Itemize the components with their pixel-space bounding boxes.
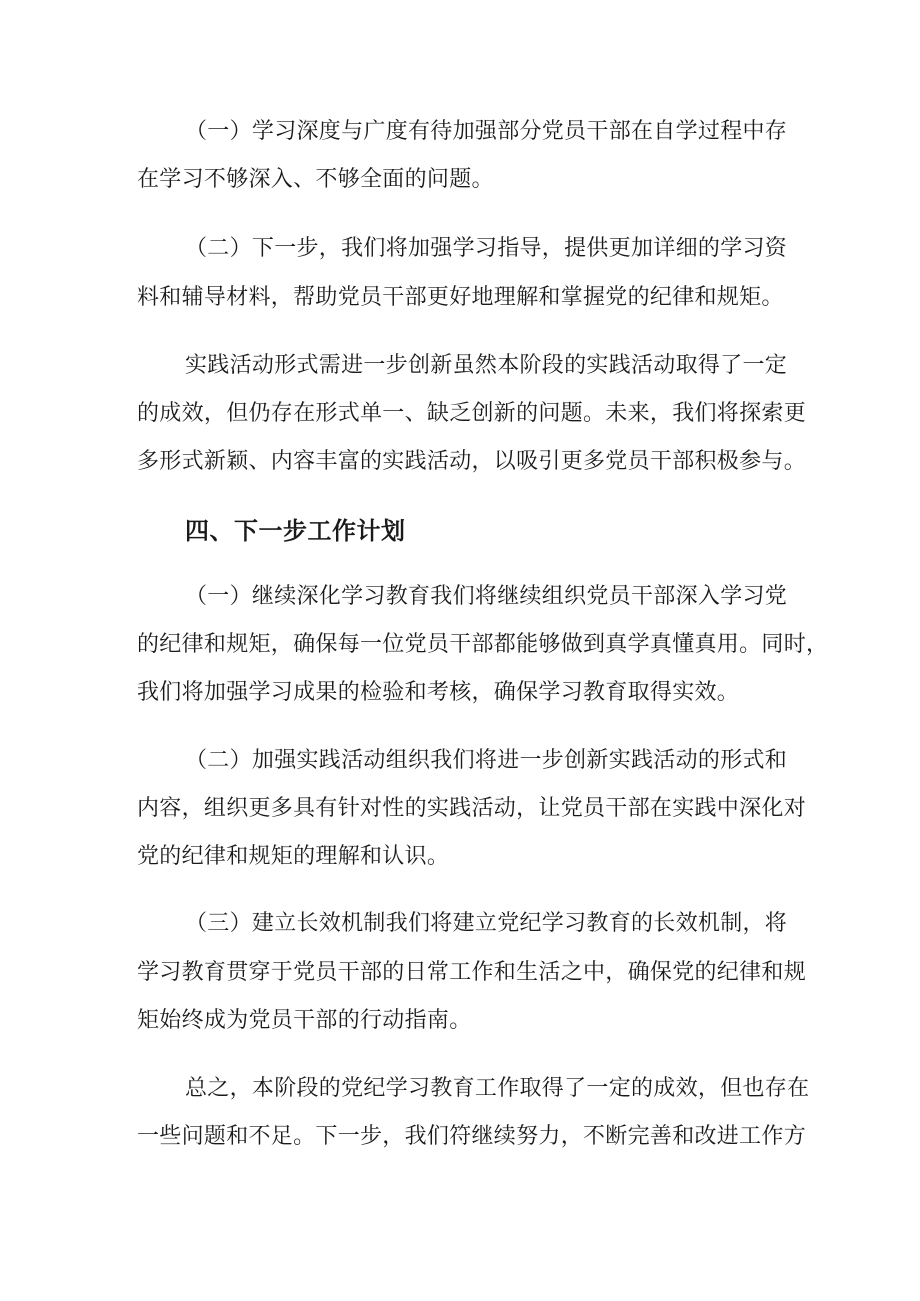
paragraph-4-line-1: （一）继续深化学习教育我们将继续组织党员干部深入学习党 [185,584,788,609]
section-heading: 四、下一步工作计划 [185,517,406,545]
paragraph-7-line-1: 总之，本阶段的党纪学习教育工作取得了一定的成效，但也存在 [185,1076,810,1101]
paragraph-7-line-2: 一些问题和不足。下一步，我们符继续努力，不断完善和改进工作方 [137,1124,807,1149]
paragraph-5-line-2: 内容，组织更多具有针对性的实践活动，让党员干部在实践中深化对 [137,796,807,821]
paragraph-3-line-3: 多形式新颖、内容丰富的实践活动，以吸引更多党员干部积极参与。 [137,449,807,474]
paragraph-5-line-1: （二）加强实践活动组织我们将进一步创新实践活动的形式和 [185,748,788,773]
paragraph-1-line-1: （一）学习深度与广度有待加强部分党员干部在自学过程中存 [185,119,788,144]
paragraph-3-line-1: 实践活动形式需进一步创新虽然本阶段的实践活动取得了一定 [185,353,788,378]
paragraph-3-line-2: 的成效，但仍存在形式单一、缺乏创新的问题。未来，我们将探索更 [137,401,807,426]
paragraph-6-line-2: 学习教育贯穿于党员干部的日常工作和生活之中，确保党的纪律和规 [137,960,807,985]
paragraph-5-line-3: 党的纪律和规矩的理解和认识。 [137,844,450,869]
paragraph-6-line-3: 矩始终成为党员干部的行动指南。 [137,1008,472,1033]
paragraph-2-line-2: 料和辅导材料，帮助党员干部更好地理解和掌握党的纪律和规矩。 [137,285,784,310]
paragraph-6-line-1: （三）建立长效机制我们将建立党纪学习教育的长效机制，将 [185,911,788,936]
paragraph-4-line-3: 我们将加强学习成果的检验和考核，确保学习教育取得实效。 [137,680,740,705]
paragraph-4-line-2: 的纪律和规矩，确保每一位党员干部都能够做到真学真懂真用。同时， [137,632,829,657]
paragraph-2-line-1: （二）下一步，我们将加强学习指导，提供更加详细的学习资 [185,236,788,261]
paragraph-1-line-2: 在学习不够深入、不够全面的问题。 [137,167,494,192]
